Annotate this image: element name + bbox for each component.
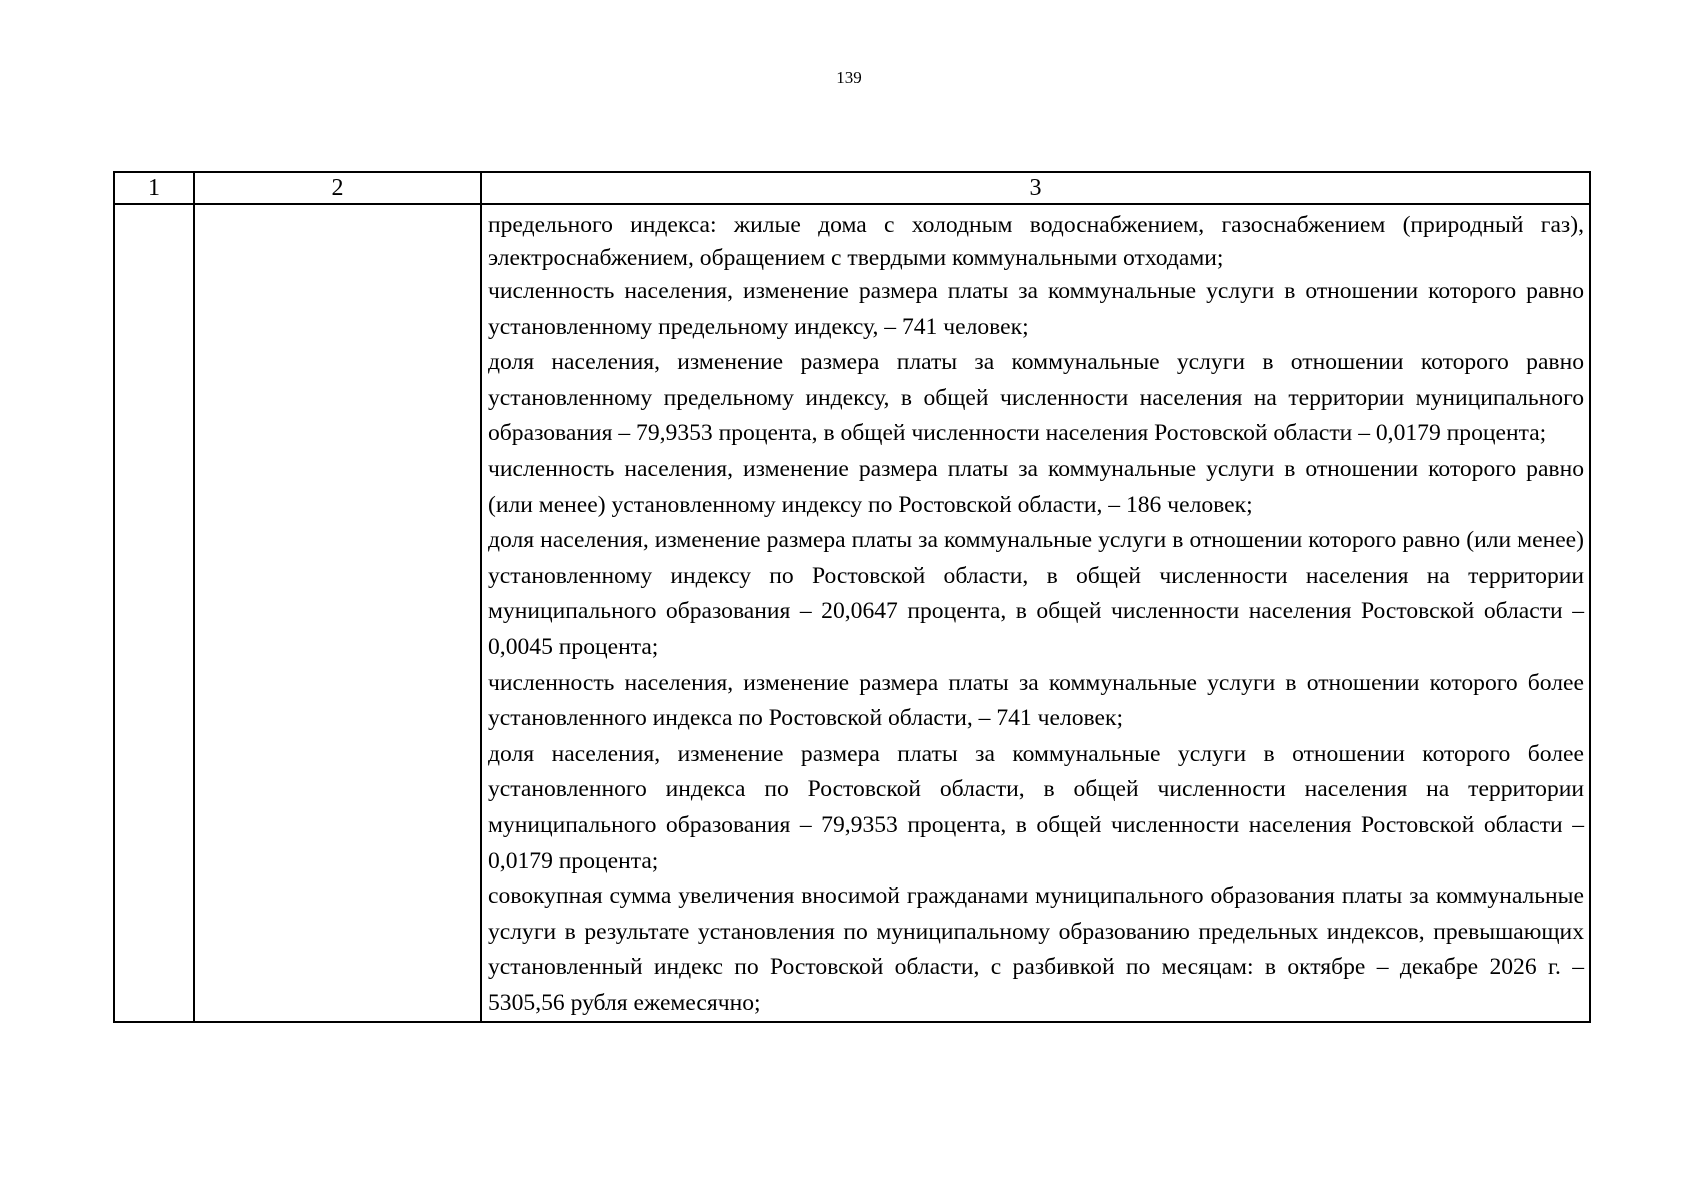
cell-col-2 <box>194 204 481 1022</box>
paragraph-share-below-regional: доля населения, изменение размера платы за коммунальные услуги в отношении которого равно (или менее) установленному индексу по Ростовской области, в общей численности населения на территории муниципального образования – 20,0647 процента, в общей численности населения Ростовской области – 0,0045 процента; <box>488 527 1584 660</box>
paragraph-share-above-regional: доля населения, изменение размера платы за коммунальные услуги в отношении которого более установленного индекса по Ростовской области, в общей численности населения на территории муниципального образования – 79,9353 процента, в общей численности населения Ростовской области – 0,0179 процента; <box>488 740 1584 874</box>
cell-col-3 <box>481 204 1590 1022</box>
paragraph-population-below-regional: численность населения, изменение размера платы за коммунальные услуги в отношении которого равно (или менее) установленному индексу по Ростовской области, – 186 человек; <box>488 455 1584 518</box>
table-row <box>114 204 1590 1022</box>
cell-col-1 <box>114 204 194 1022</box>
page-number: 139 <box>836 68 862 87</box>
column-header-2: 2 <box>194 172 481 204</box>
paragraph-population-equal-limit: численность населения, изменение размера платы за коммунальные услуги в отношении которого равно установленному предельному индексу, – 741 человек; <box>488 278 1584 340</box>
column-header-1: 1 <box>114 172 194 204</box>
document-table <box>113 171 1591 1023</box>
paragraph-limit-index-housing: предельного индекса: жилые дома с холодным водоснабжением, газоснабжением (природный газ), электроснабжением, обращением с твердыми коммунальными отходами; <box>488 212 1584 271</box>
paragraph-share-equal-limit: доля населения, изменение размера платы за коммунальные услуги в отношении которого равно установленному предельному индексу, в общей численности населения на территории муниципального образования – 79,9353 процента, в общей численности населения Ростовской области – 0,0179 процента; <box>488 349 1584 447</box>
paragraph-population-above-regional: численность населения, изменение размера платы за коммунальные услуги в отношении которого более установленного индекса по Ростовской области, – 741 человек; <box>488 669 1584 732</box>
column-header-3: 3 <box>481 172 1590 204</box>
table-header-row <box>114 172 1590 204</box>
paragraph-total-increase-sum: совокупная сумма увеличения вносимой гражданами муниципального образования платы за коммунальные услуги в результате установления по муниципальному образованию предельных индексов, превышающих установленный индекс по Ростовской области, с разбивкой по месяцам: в октябре – декабре 2026 г. – 5305,56 рубля ежемесячно; <box>488 883 1584 1016</box>
